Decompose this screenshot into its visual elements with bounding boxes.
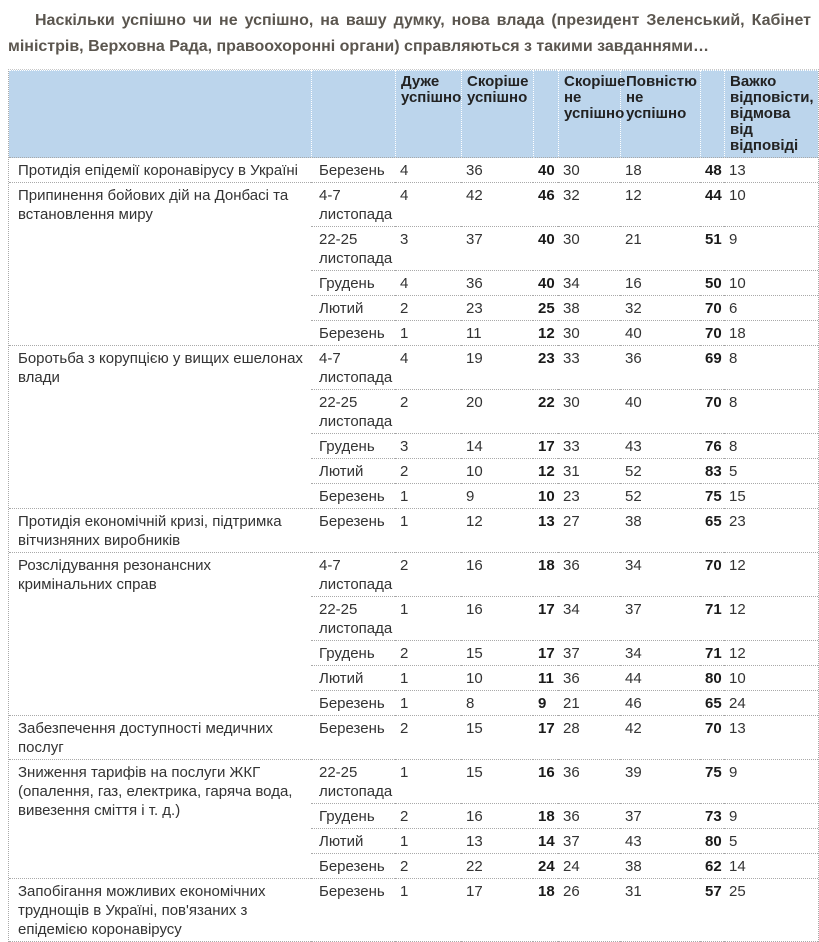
table-row [9,553,818,597]
value-cell: 5 [724,829,818,854]
value-cell: 32 [620,296,700,321]
value-cell: 37 [558,829,620,854]
value-cell: 42 [461,183,533,227]
value-cell: 10 [461,666,533,691]
period-cell: 4-7 листопада [311,183,395,227]
value-cell: 33 [558,434,620,459]
period-cell: Березень [311,484,395,509]
value-cell: 4 [395,158,461,183]
total-value-cell: 50 [700,271,724,296]
total-value-cell: 70 [700,716,724,760]
total-value-cell: 76 [700,434,724,459]
task-cell: Зниження тарифів на послуги ЖКГ (опалення, газ, електрика, гаряча вода, вивезення сміття і т. д.) [9,760,311,879]
value-cell: 8 [724,346,818,390]
value-cell: 52 [620,484,700,509]
period-cell: 4-7 листопада [311,553,395,597]
value-cell: 12 [461,509,533,553]
period-cell: Березень [311,879,395,942]
total-value-cell: 12 [533,321,558,346]
table-row [9,879,818,942]
value-cell: 1 [395,691,461,716]
value-cell: 37 [620,804,700,829]
total-value-cell: 40 [533,271,558,296]
value-cell: 3 [395,227,461,271]
value-cell: 24 [724,691,818,716]
value-cell: 4 [395,271,461,296]
value-cell: 10 [724,271,818,296]
total-value-cell: 65 [700,509,724,553]
total-value-cell: 12 [533,459,558,484]
value-cell: 39 [620,760,700,804]
value-cell: 44 [620,666,700,691]
total-value-cell: 71 [700,597,724,641]
period-cell: Березень [311,716,395,760]
period-cell: Березень [311,321,395,346]
value-cell: 34 [620,553,700,597]
value-cell: 34 [558,271,620,296]
value-cell: 30 [558,390,620,434]
value-cell: 24 [558,854,620,879]
period-cell: 22-25 листопада [311,597,395,641]
value-cell: 30 [558,321,620,346]
header-col-hard-to-answer: Важко відповісти, відмова від відповіді [724,70,818,158]
total-value-cell: 9 [533,691,558,716]
value-cell: 20 [461,390,533,434]
table-row [9,509,818,553]
period-cell: 22-25 листопада [311,390,395,434]
value-cell: 42 [620,716,700,760]
total-value-cell: 65 [700,691,724,716]
value-cell: 16 [620,271,700,296]
total-value-cell: 71 [700,641,724,666]
value-cell: 15 [724,484,818,509]
total-value-cell: 13 [533,509,558,553]
value-cell: 32 [558,183,620,227]
value-cell: 34 [620,641,700,666]
value-cell: 4 [395,346,461,390]
value-cell: 38 [620,509,700,553]
header-col-completely-unsuccessful: Повністю не успішно [620,70,700,158]
total-value-cell: 70 [700,390,724,434]
total-value-cell: 24 [533,854,558,879]
value-cell: 43 [620,829,700,854]
value-cell: 36 [558,553,620,597]
total-value-cell: 40 [533,227,558,271]
task-cell: Запобігання можливих економічних труднощів в Україні, пов'язаних з епідемією коронавірусу [9,879,311,942]
period-cell: Лютий [311,829,395,854]
total-value-cell: 25 [533,296,558,321]
period-cell: Грудень [311,271,395,296]
value-cell: 15 [461,641,533,666]
value-cell: 37 [620,597,700,641]
value-cell: 2 [395,641,461,666]
value-cell: 1 [395,509,461,553]
header-col-very-successful: Дуже успішно [395,70,461,158]
value-cell: 31 [620,879,700,942]
total-value-cell: 57 [700,879,724,942]
total-value-cell: 18 [533,879,558,942]
value-cell: 27 [558,509,620,553]
value-cell: 8 [724,434,818,459]
period-cell: Березень [311,691,395,716]
header-row [9,70,818,158]
period-cell: Березень [311,509,395,553]
total-value-cell: 80 [700,666,724,691]
value-cell: 2 [395,804,461,829]
task-cell: Протидія епідемії коронавірусу в Україні [9,158,311,183]
value-cell: 15 [461,716,533,760]
period-cell: Грудень [311,434,395,459]
value-cell: 37 [461,227,533,271]
value-cell: 9 [724,227,818,271]
value-cell: 10 [724,183,818,227]
total-value-cell: 69 [700,346,724,390]
value-cell: 16 [461,804,533,829]
period-cell: Лютий [311,296,395,321]
value-cell: 4 [395,183,461,227]
value-cell: 11 [461,321,533,346]
value-cell: 25 [724,879,818,942]
value-cell: 10 [461,459,533,484]
total-value-cell: 10 [533,484,558,509]
period-cell: 4-7 листопада [311,346,395,390]
task-cell: Боротьба з корупцією у вищих ешелонах влади [9,346,311,509]
value-cell: 1 [395,760,461,804]
total-value-cell: 75 [700,760,724,804]
total-value-cell: 17 [533,716,558,760]
task-cell: Забезпечення доступності медичних послуг [9,716,311,760]
period-cell: Лютий [311,459,395,484]
value-cell: 2 [395,459,461,484]
value-cell: 38 [620,854,700,879]
value-cell: 2 [395,390,461,434]
value-cell: 12 [724,553,818,597]
total-value-cell: 18 [533,804,558,829]
value-cell: 23 [724,509,818,553]
value-cell: 16 [461,553,533,597]
table-row [9,158,818,183]
value-cell: 1 [395,597,461,641]
total-value-cell: 75 [700,484,724,509]
survey-question-title: Наскільки успішно чи не успішно, на вашу думку, нова влада (президент Зеленський, Кабінет міністрів, Верховна Рада, правоохоронні органи) справляються з такими завданнями… [8,12,811,55]
total-value-cell: 17 [533,597,558,641]
value-cell: 52 [620,459,700,484]
survey-results-table [8,69,819,942]
period-cell: Березень [311,158,395,183]
total-value-cell: 70 [700,296,724,321]
total-value-cell: 83 [700,459,724,484]
value-cell: 23 [558,484,620,509]
value-cell: 8 [724,390,818,434]
value-cell: 36 [558,666,620,691]
header-col-rather-successful: Скоріше успішно [461,70,533,158]
value-cell: 36 [620,346,700,390]
total-value-cell: 70 [700,321,724,346]
value-cell: 34 [558,597,620,641]
total-value-cell: 62 [700,854,724,879]
value-cell: 23 [461,296,533,321]
header-col-successful-total [533,70,558,158]
value-cell: 36 [558,760,620,804]
period-cell: 22-25 листопада [311,227,395,271]
value-cell: 18 [724,321,818,346]
value-cell: 18 [620,158,700,183]
total-value-cell: 73 [700,804,724,829]
task-cell: Розслідування резонансних кримінальних справ [9,553,311,716]
total-value-cell: 80 [700,829,724,854]
header-col-period [311,70,395,158]
value-cell: 31 [558,459,620,484]
total-value-cell: 14 [533,829,558,854]
value-cell: 36 [558,804,620,829]
total-value-cell: 51 [700,227,724,271]
total-value-cell: 46 [533,183,558,227]
header-col-rather-unsuccessful: Скоріше не успішно [558,70,620,158]
value-cell: 38 [558,296,620,321]
value-cell: 1 [395,829,461,854]
value-cell: 43 [620,434,700,459]
total-value-cell: 48 [700,158,724,183]
table-row [9,183,818,227]
value-cell: 6 [724,296,818,321]
value-cell: 30 [558,227,620,271]
value-cell: 9 [461,484,533,509]
value-cell: 36 [461,158,533,183]
total-value-cell: 22 [533,390,558,434]
value-cell: 14 [461,434,533,459]
value-cell: 33 [558,346,620,390]
value-cell: 30 [558,158,620,183]
table-row [9,716,818,760]
value-cell: 22 [461,854,533,879]
total-value-cell: 23 [533,346,558,390]
value-cell: 12 [620,183,700,227]
value-cell: 19 [461,346,533,390]
value-cell: 14 [724,854,818,879]
page [8,8,819,942]
value-cell: 9 [724,804,818,829]
value-cell: 2 [395,296,461,321]
value-cell: 1 [395,879,461,942]
value-cell: 2 [395,854,461,879]
value-cell: 28 [558,716,620,760]
value-cell: 1 [395,321,461,346]
value-cell: 8 [461,691,533,716]
table-row [9,760,818,804]
task-cell: Протидія економічній кризі, підтримка вітчизняних виробників [9,509,311,553]
value-cell: 12 [724,597,818,641]
value-cell: 1 [395,484,461,509]
value-cell: 16 [461,597,533,641]
value-cell: 2 [395,553,461,597]
value-cell: 17 [461,879,533,942]
value-cell: 40 [620,390,700,434]
period-cell: Грудень [311,804,395,829]
period-cell: 22-25 листопада [311,760,395,804]
value-cell: 36 [461,271,533,296]
table-row [9,346,818,390]
period-cell: Лютий [311,666,395,691]
value-cell: 10 [724,666,818,691]
header-col-unsuccessful-total [700,70,724,158]
total-value-cell: 40 [533,158,558,183]
value-cell: 13 [461,829,533,854]
total-value-cell: 17 [533,434,558,459]
value-cell: 26 [558,879,620,942]
header-col-task [9,70,311,158]
value-cell: 3 [395,434,461,459]
value-cell: 13 [724,158,818,183]
value-cell: 1 [395,666,461,691]
total-value-cell: 18 [533,553,558,597]
task-cell: Припинення бойових дій на Донбасі та встановлення миру [9,183,311,346]
value-cell: 2 [395,716,461,760]
value-cell: 9 [724,760,818,804]
value-cell: 40 [620,321,700,346]
value-cell: 21 [558,691,620,716]
total-value-cell: 44 [700,183,724,227]
value-cell: 21 [620,227,700,271]
period-cell: Грудень [311,641,395,666]
value-cell: 15 [461,760,533,804]
total-value-cell: 11 [533,666,558,691]
value-cell: 5 [724,459,818,484]
total-value-cell: 70 [700,553,724,597]
value-cell: 12 [724,641,818,666]
period-cell: Березень [311,854,395,879]
value-cell: 46 [620,691,700,716]
value-cell: 13 [724,716,818,760]
total-value-cell: 17 [533,641,558,666]
total-value-cell: 16 [533,760,558,804]
value-cell: 37 [558,641,620,666]
